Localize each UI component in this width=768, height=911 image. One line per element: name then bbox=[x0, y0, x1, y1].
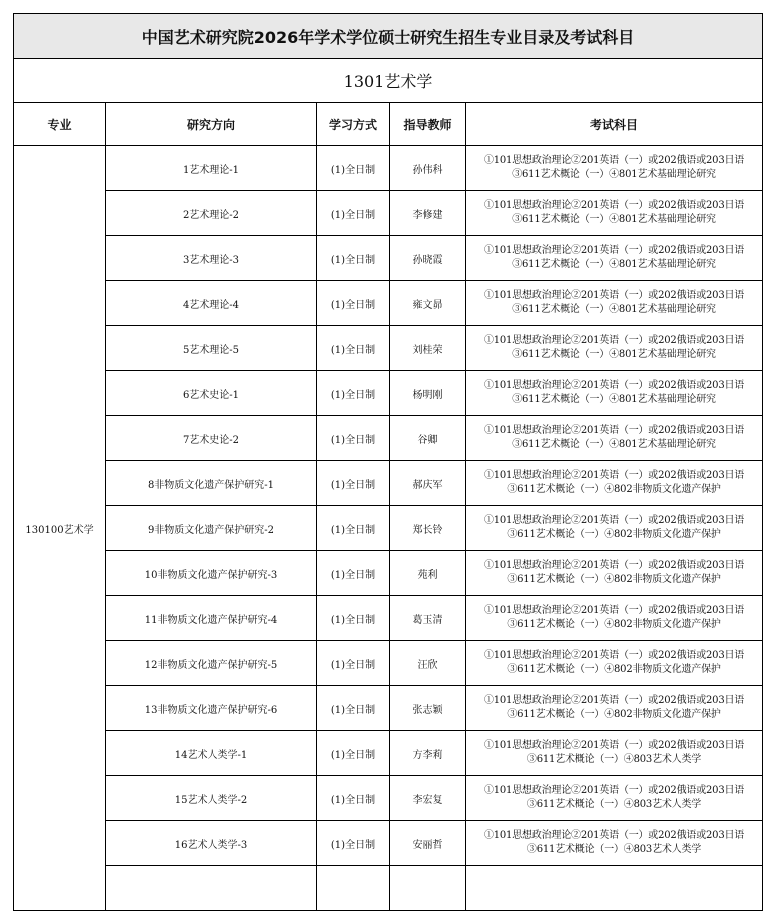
advisor-cell: 孙伟科 bbox=[390, 146, 466, 191]
advisor-cell: 张志颖 bbox=[390, 686, 466, 731]
header-advisor: 指导教师 bbox=[390, 103, 466, 146]
header-direction: 研究方向 bbox=[106, 103, 317, 146]
direction-cell: 14艺术人类学-1 bbox=[106, 731, 317, 776]
exam-line-1: ①101思想政治理论②201英语（一）或202俄语或203日语 bbox=[483, 290, 745, 301]
exam-line-1: ①101思想政治理论②201英语（一）或202俄语或203日语 bbox=[483, 740, 745, 751]
major-cell: 130100艺术学 bbox=[14, 146, 106, 911]
advisor-cell: 汪欣 bbox=[390, 641, 466, 686]
discipline-subtitle: 1301艺术学 bbox=[14, 59, 763, 103]
table-row bbox=[14, 281, 763, 326]
advisor-cell: 李宏复 bbox=[390, 776, 466, 821]
exam-line-2: ③611艺术概论（一）④801艺术基础理论研究 bbox=[512, 304, 716, 315]
exam-subjects-cell bbox=[466, 731, 763, 776]
study-mode-cell: (1)全日制 bbox=[317, 326, 390, 371]
exam-line-1: ①101思想政治理论②201英语（一）或202俄语或203日语 bbox=[483, 560, 745, 571]
header-major: 专业 bbox=[14, 103, 106, 146]
direction-cell: 13非物质文化遗产保护研究-6 bbox=[106, 686, 317, 731]
direction-cell: 1艺术理论-1 bbox=[106, 146, 317, 191]
study-mode-cell: (1)全日制 bbox=[317, 641, 390, 686]
direction-cell: 8非物质文化遗产保护研究-1 bbox=[106, 461, 317, 506]
exam-line-1: ①101思想政治理论②201英语（一）或202俄语或203日语 bbox=[483, 425, 745, 436]
exam-line-1: ①101思想政治理论②201英语（一）或202俄语或203日语 bbox=[483, 380, 745, 391]
direction-cell: 7艺术史论-2 bbox=[106, 416, 317, 461]
exam-line-1: ①101思想政治理论②201英语（一）或202俄语或203日语 bbox=[483, 155, 745, 166]
exam-line-2: ③611艺术概论（一）④801艺术基础理论研究 bbox=[512, 439, 716, 450]
exam-subjects-cell bbox=[466, 371, 763, 416]
direction-cell: 3艺术理论-3 bbox=[106, 236, 317, 281]
advisor-cell: 郝庆军 bbox=[390, 461, 466, 506]
advisor-cell: 谷卿 bbox=[390, 416, 466, 461]
advisor-cell: 雍文昴 bbox=[390, 281, 466, 326]
study-mode-cell: (1)全日制 bbox=[317, 686, 390, 731]
exam-subjects-cell bbox=[466, 551, 763, 596]
exam-line-1: ①101思想政治理论②201英语（一）或202俄语或203日语 bbox=[483, 830, 745, 841]
study-mode-cell: (1)全日制 bbox=[317, 596, 390, 641]
advisor-cell: 葛玉清 bbox=[390, 596, 466, 641]
exam-subjects-cell bbox=[466, 281, 763, 326]
exam-line-2: ③611艺术概论（一）④802非物质文化遗产保护 bbox=[507, 619, 721, 630]
exam-line-1: ①101思想政治理论②201英语（一）或202俄语或203日语 bbox=[483, 785, 745, 796]
direction-cell: 2艺术理论-2 bbox=[106, 191, 317, 236]
exam-subjects-cell bbox=[466, 641, 763, 686]
exam-line-2: ③611艺术概论（一）④802非物质文化遗产保护 bbox=[507, 709, 721, 720]
exam-line-2: ③611艺术概论（一）④803艺术人类学 bbox=[526, 844, 702, 855]
exam-line-1: ①101思想政治理论②201英语（一）或202俄语或203日语 bbox=[483, 335, 745, 346]
advisor-cell: 杨明刚 bbox=[390, 371, 466, 416]
exam-subjects-cell bbox=[466, 776, 763, 821]
exam-line-1: ①101思想政治理论②201英语（一）或202俄语或203日语 bbox=[483, 695, 745, 706]
direction-cell: 9非物质文化遗产保护研究-2 bbox=[106, 506, 317, 551]
header-mode: 学习方式 bbox=[317, 103, 390, 146]
table-row bbox=[14, 371, 763, 416]
study-mode-cell: (1)全日制 bbox=[317, 236, 390, 281]
exam-line-2: ③611艺术概论（一）④802非物质文化遗产保护 bbox=[507, 484, 721, 495]
direction-cell: 15艺术人类学-2 bbox=[106, 776, 317, 821]
table-row bbox=[14, 191, 763, 236]
exam-line-2: ③611艺术概论（一）④803艺术人类学 bbox=[526, 754, 702, 765]
empty-cell bbox=[466, 866, 763, 911]
advisor-cell: 李修建 bbox=[390, 191, 466, 236]
exam-subjects-cell bbox=[466, 236, 763, 281]
direction-cell: 16艺术人类学-3 bbox=[106, 821, 317, 866]
table-row bbox=[14, 551, 763, 596]
direction-cell: 10非物质文化遗产保护研究-3 bbox=[106, 551, 317, 596]
study-mode-cell: (1)全日制 bbox=[317, 416, 390, 461]
table-row bbox=[14, 416, 763, 461]
table-row bbox=[14, 821, 763, 866]
direction-cell: 12非物质文化遗产保护研究-5 bbox=[106, 641, 317, 686]
exam-subjects-cell bbox=[466, 146, 763, 191]
exam-line-2: ③611艺术概论（一）④802非物质文化遗产保护 bbox=[507, 574, 721, 585]
exam-line-2: ③611艺术概论（一）④803艺术人类学 bbox=[526, 799, 702, 810]
study-mode-cell: (1)全日制 bbox=[317, 551, 390, 596]
exam-subjects-cell bbox=[466, 686, 763, 731]
exam-line-1: ①101思想政治理论②201英语（一）或202俄语或203日语 bbox=[483, 605, 745, 616]
study-mode-cell: (1)全日制 bbox=[317, 191, 390, 236]
study-mode-cell: (1)全日制 bbox=[317, 146, 390, 191]
direction-cell: 6艺术史论-1 bbox=[106, 371, 317, 416]
exam-line-2: ③611艺术概论（一）④801艺术基础理论研究 bbox=[512, 214, 716, 225]
study-mode-cell: (1)全日制 bbox=[317, 506, 390, 551]
advisor-cell: 苑利 bbox=[390, 551, 466, 596]
table-row bbox=[14, 596, 763, 641]
study-mode-cell: (1)全日制 bbox=[317, 776, 390, 821]
study-mode-cell: (1)全日制 bbox=[317, 281, 390, 326]
exam-subjects-cell bbox=[466, 506, 763, 551]
exam-subjects-cell bbox=[466, 326, 763, 371]
table-row bbox=[14, 326, 763, 371]
table-row bbox=[14, 506, 763, 551]
exam-line-1: ①101思想政治理论②201英语（一）或202俄语或203日语 bbox=[483, 470, 745, 481]
table-row bbox=[14, 461, 763, 506]
exam-line-2: ③611艺术概论（一）④802非物质文化遗产保护 bbox=[507, 664, 721, 675]
exam-subjects-cell bbox=[466, 191, 763, 236]
exam-line-2: ③611艺术概论（一）④801艺术基础理论研究 bbox=[512, 349, 716, 360]
exam-subjects-cell bbox=[466, 461, 763, 506]
table-row bbox=[14, 686, 763, 731]
advisor-cell: 郑长铃 bbox=[390, 506, 466, 551]
empty-cell bbox=[317, 866, 390, 911]
header-exam: 考试科目 bbox=[466, 103, 763, 146]
table-row bbox=[14, 731, 763, 776]
advisor-cell: 孙晓霞 bbox=[390, 236, 466, 281]
exam-line-1: ①101思想政治理论②201英语（一）或202俄语或203日语 bbox=[483, 245, 745, 256]
direction-cell: 11非物质文化遗产保护研究-4 bbox=[106, 596, 317, 641]
study-mode-cell: (1)全日制 bbox=[317, 461, 390, 506]
exam-line-2: ③611艺术概论（一）④801艺术基础理论研究 bbox=[512, 259, 716, 270]
direction-cell: 5艺术理论-5 bbox=[106, 326, 317, 371]
exam-line-2: ③611艺术概论（一）④801艺术基础理论研究 bbox=[512, 169, 716, 180]
advisor-cell: 安丽哲 bbox=[390, 821, 466, 866]
exam-line-1: ①101思想政治理论②201英语（一）或202俄语或203日语 bbox=[483, 515, 745, 526]
direction-cell: 4艺术理论-4 bbox=[106, 281, 317, 326]
table-row bbox=[14, 776, 763, 821]
exam-subjects-cell bbox=[466, 416, 763, 461]
exam-line-1: ①101思想政治理论②201英语（一）或202俄语或203日语 bbox=[483, 650, 745, 661]
empty-cell bbox=[390, 866, 466, 911]
table-row bbox=[14, 866, 763, 911]
table-title: 中国艺术研究院2026年学术学位硕士研究生招生专业目录及考试科目 bbox=[14, 14, 763, 59]
table-row bbox=[14, 146, 763, 191]
exam-line-2: ③611艺术概论（一）④802非物质文化遗产保护 bbox=[507, 529, 721, 540]
study-mode-cell: (1)全日制 bbox=[317, 731, 390, 776]
empty-cell bbox=[106, 866, 317, 911]
exam-line-2: ③611艺术概论（一）④801艺术基础理论研究 bbox=[512, 394, 716, 405]
study-mode-cell: (1)全日制 bbox=[317, 371, 390, 416]
advisor-cell: 方李莉 bbox=[390, 731, 466, 776]
study-mode-cell: (1)全日制 bbox=[317, 821, 390, 866]
advisor-cell: 刘桂荣 bbox=[390, 326, 466, 371]
exam-subjects-cell bbox=[466, 596, 763, 641]
exam-line-1: ①101思想政治理论②201英语（一）或202俄语或203日语 bbox=[483, 200, 745, 211]
exam-subjects-cell bbox=[466, 821, 763, 866]
admissions-table bbox=[13, 13, 763, 911]
table-row bbox=[14, 236, 763, 281]
table-row bbox=[14, 641, 763, 686]
